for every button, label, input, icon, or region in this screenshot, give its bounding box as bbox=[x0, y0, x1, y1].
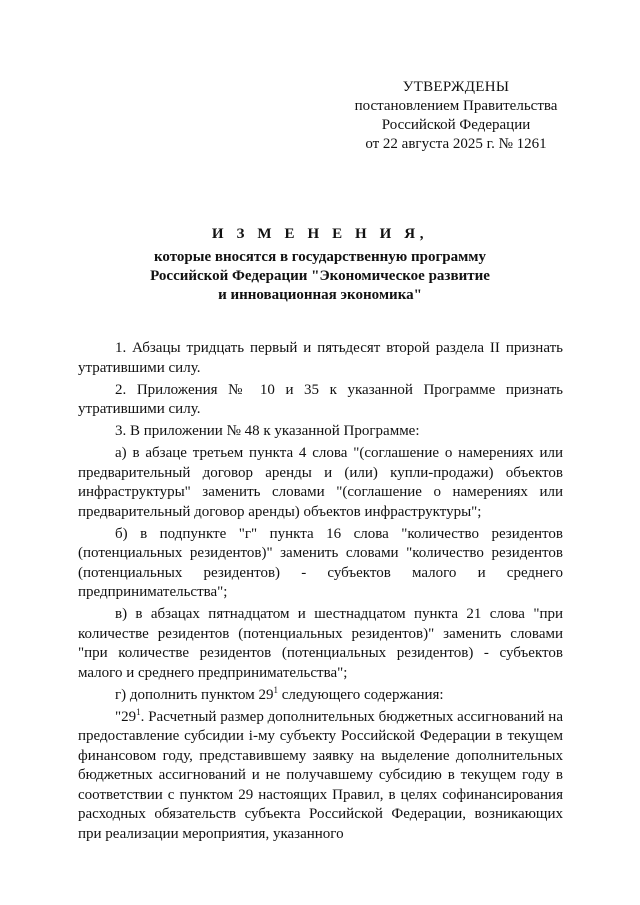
paragraph-3g-tail: следующего содержания: bbox=[278, 686, 444, 703]
subtitle-line-2: Российской Федерации "Экономическое развитие bbox=[150, 268, 490, 284]
subtitle-line-3: и инновационная экономика" bbox=[218, 287, 422, 303]
paragraph-1: 1. Абзацы тридцать первый и пятьдесят второй раздела II признать утратившими силу. bbox=[78, 340, 563, 376]
paragraph-3g-text: г) дополнить пунктом 29 bbox=[115, 686, 274, 703]
approval-line-1: постановлением Правительства bbox=[354, 98, 558, 114]
paragraph-29-1 bbox=[78, 708, 563, 845]
paragraph-3g bbox=[78, 686, 563, 706]
superscript-number: 1 bbox=[136, 706, 141, 717]
superscript-number: 1 bbox=[273, 684, 279, 695]
paragraph-29-1-text: . Расчетный размер дополнительных бюджетных ассигнований на предоставление субсидии i-му субъекту Российской Федерации в текущем финансовом году, представившему заявку на выделение дополнительных бюджетных ассигнований и не получавшему субсидию в текущем году в соответствии с пунктом 29 настоящих Правил, в целях софинансирования расходных обязательств субъекта Российской Федерации, возникающих при реализации мероприятия, указанного bbox=[78, 708, 563, 842]
document-title: И З М Е Н Е Н И Я, bbox=[211, 226, 429, 242]
approval-title: УТВЕРЖДЕНЫ bbox=[402, 79, 510, 95]
paragraph-3v: в) в абзацах пятнадцатом и шестнадцатом пункта 21 слова "при количестве резидентов (потенциальных резидентов)" заменить словами "при количестве резидентов (потенциальных резидентов) - субъектов малого и среднего предпринимательства"; bbox=[78, 606, 563, 681]
paragraph-3: 3. В приложении № 48 к указанной Программе: bbox=[115, 423, 420, 439]
approval-line-3: от 22 августа 2025 г. № 1261 bbox=[365, 136, 547, 152]
document-body bbox=[78, 339, 563, 847]
document-subtitle bbox=[70, 248, 570, 305]
paragraph-2: 2. Приложения № 10 и 35 к указанной Программе признать утратившими силу. bbox=[78, 381, 563, 417]
paragraph-3b: б) в подпункте "г" пункта 16 слова "количество резидентов (потенциальных резидентов)" заменить словами "количество резидентов (потенциальных резидентов) - субъектов малого и среднего предпринимательства"; bbox=[78, 525, 563, 600]
subtitle-line-1: которые вносятся в государственную программу bbox=[153, 249, 487, 265]
paragraph-29-1-number: "29 bbox=[115, 708, 137, 725]
approval-stamp bbox=[340, 78, 572, 154]
approval-line-2: Российской Федерации bbox=[381, 117, 531, 133]
paragraph-3a: а) в абзаце третьем пункта 4 слова "(соглашение о намерениях или предварительный договор аренды и (или) купли-продажи) объектов инфраструктуры" заменить словами "(соглашение о намерениях или предварительный договор аренды) объектов инфраструктуры"; bbox=[78, 445, 563, 520]
